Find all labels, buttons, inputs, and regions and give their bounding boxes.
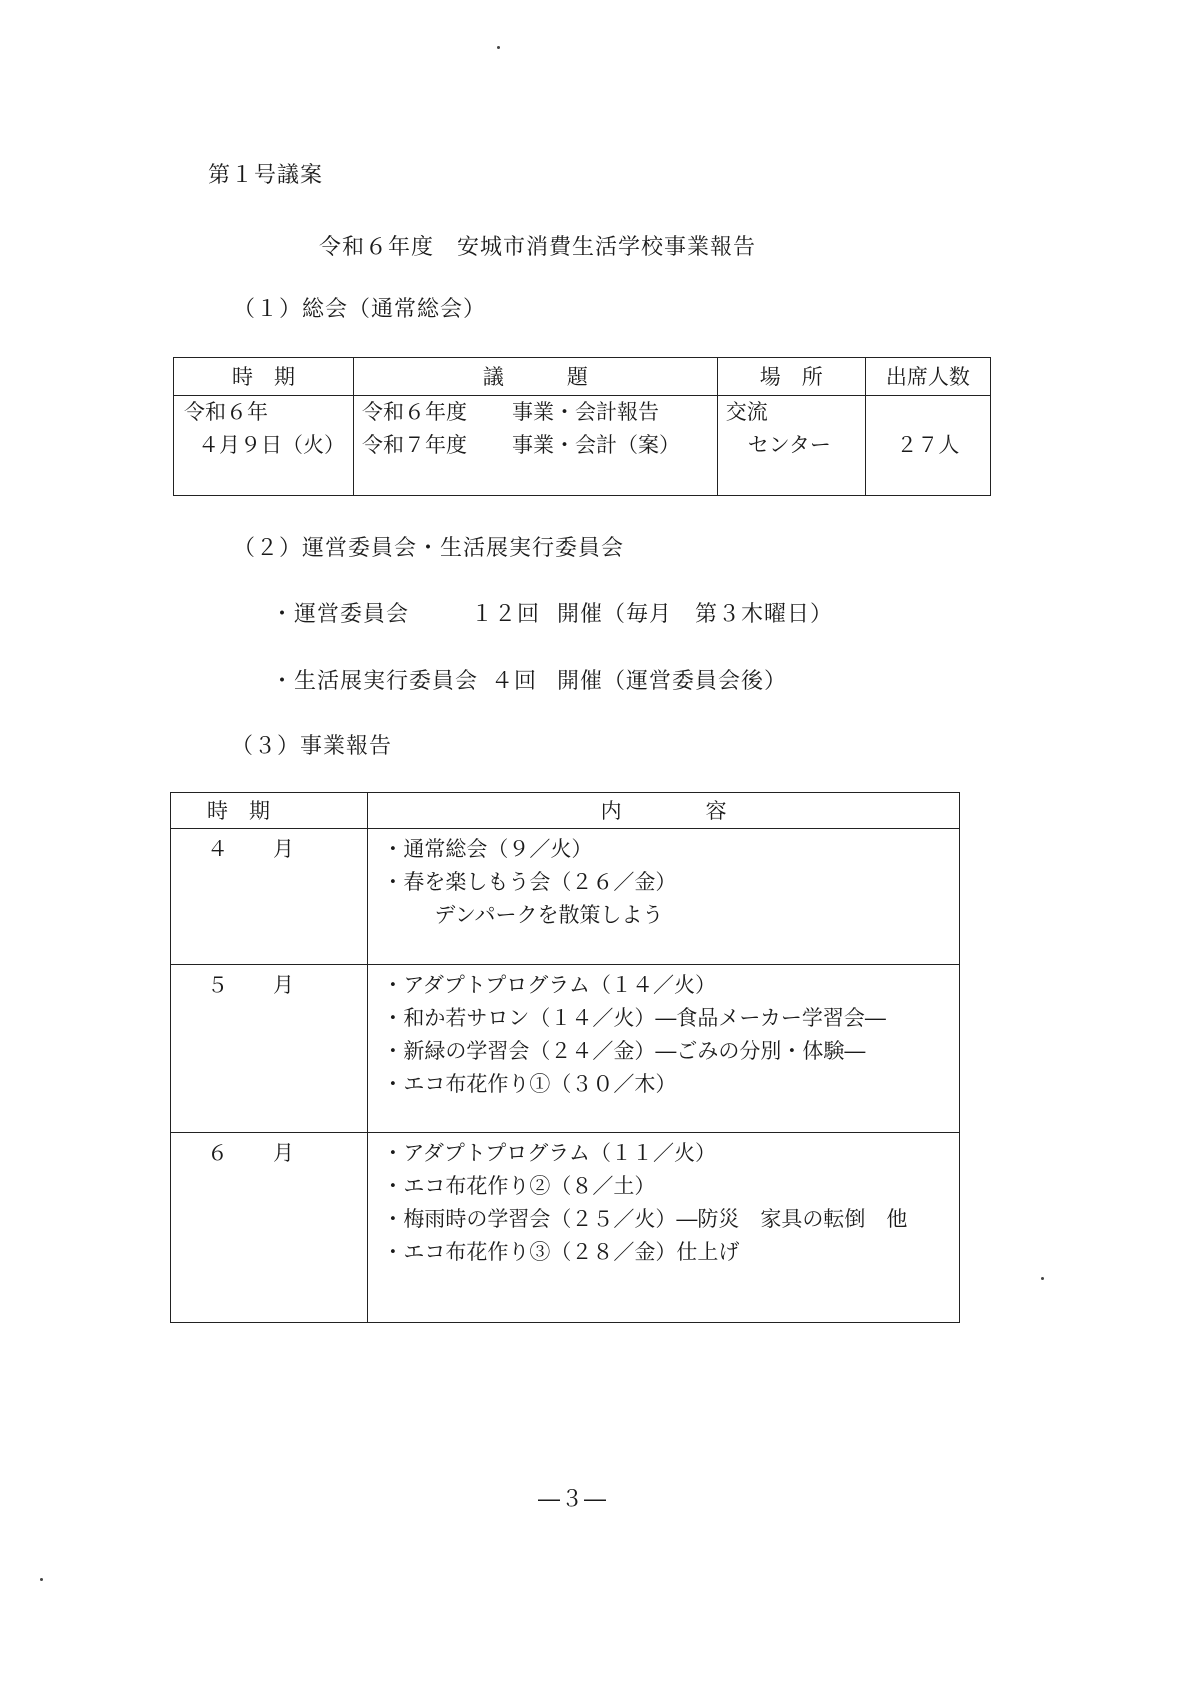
committee-item [271,664,787,695]
scan-speck [1041,1277,1044,1280]
period-line: 令和６年 [184,400,268,424]
month-number: ６ [207,1141,228,1165]
period-line: ４月９日（火） [198,433,345,457]
general-meeting-table [173,357,991,496]
scan-speck [40,1578,43,1581]
month-unit: 月 [273,973,294,997]
cell-place [717,396,865,496]
cell-agenda [354,396,718,496]
activity-line: ・アダプトプログラム（１１／火） [382,1141,717,1165]
page-number: ―３― [538,1487,608,1512]
month-cell [171,965,368,1133]
agenda-year: 令和７年度 [362,433,467,457]
agenda-item: 事業・会計（案） [512,433,680,457]
activity-line: ・アダプトプログラム（１４／火） [382,973,717,997]
activity-line: ・梅雨時の学習会（２５／火）―防災 家具の転倒 他 [382,1207,908,1231]
activity-line: ・エコ布花作り①（３０／木） [382,1072,677,1096]
month-unit: 月 [273,1141,294,1165]
activity-line: ・通常総会（９／火） [382,837,593,861]
activity-line: ・エコ布花作り③（２８／金）仕上げ [382,1240,740,1264]
agenda-line [362,396,709,429]
activity-line: ・和か若サロン（１４／火）―食品メーカー学習会― [382,1006,886,1030]
committee-name: ・生活展実行委員会 [271,669,479,694]
committee-count: １２回 [471,602,541,627]
place-line: 交流 [725,400,768,424]
page-title: 令和６年度 安城市消費生活学校事業報告 [319,235,757,260]
place-line: センター [747,433,831,457]
doc-label: 第１号議案 [208,163,324,188]
header-agenda: 議 題 [354,358,718,396]
section2-heading: （２）運営委員会・生活展実行委員会 [233,536,625,561]
month-number: ５ [207,973,228,997]
header-period: 時 期 [171,793,368,829]
activity-line: ・春を楽しもう会（２６／金） [382,870,677,894]
cell-attendance [865,396,990,496]
activity-report-table [170,792,960,1323]
activity-subline: デンパークを散策しよう [434,903,664,927]
month-cell [171,1133,368,1323]
agenda-year: 令和６年度 [362,400,467,424]
content-cell [368,1133,960,1323]
month-number: ４ [207,837,228,861]
header-attendance: 出席人数 [865,358,990,396]
content-cell [368,829,960,965]
committee-detail: 開催（運営委員会後） [557,669,788,694]
committee-detail: 開催（毎月 第３木曜日） [557,602,834,627]
committee-name: ・運営委員会 [271,602,410,627]
section3-heading: （３）事業報告 [231,734,393,759]
scan-speck [497,46,500,49]
activity-line: ・新緑の学習会（２４／金）―ごみの分別・体験― [382,1039,866,1063]
committee-count: ４回 [491,669,538,694]
committee-item [271,597,833,628]
attendance-value: ２７人 [896,433,960,457]
header-place: 場 所 [717,358,865,396]
month-cell [171,829,368,965]
activity-line: ・エコ布花作り②（８／土） [382,1174,656,1198]
agenda-item: 事業・会計報告 [512,400,659,424]
agenda-line [362,429,709,462]
content-cell [368,965,960,1133]
header-period: 時 期 [174,358,354,396]
month-unit: 月 [273,837,294,861]
cell-period [174,396,354,496]
header-content: 内 容 [368,793,960,829]
section1-heading: （１）総会（通常総会） [233,297,487,322]
